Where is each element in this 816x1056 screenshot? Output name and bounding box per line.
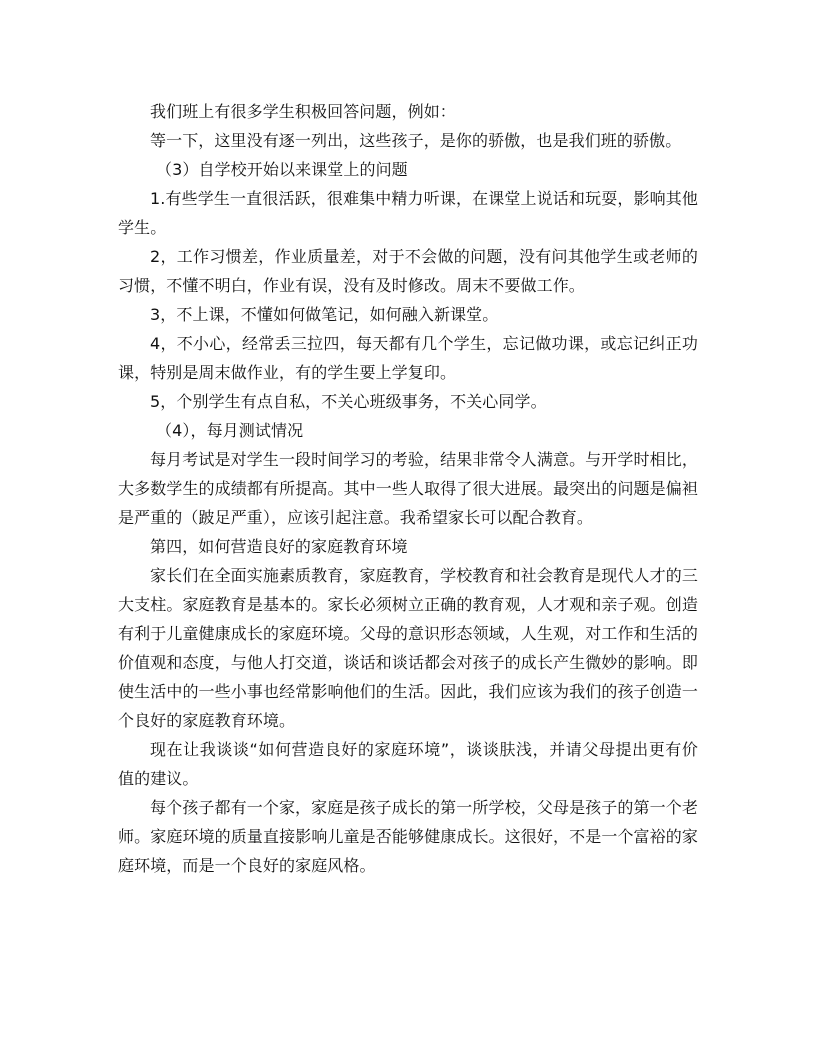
paragraph-family-education: 家长们在全面实施素质教育，家庭教育，学校教育和社会教育是现代人才的三大支柱。家庭教育是基本的。家长必须树立正确的教育观，人才观和亲子观。创造有利于儿童健康成长的家庭环境。父母的意识形态领域，人生观，对工作和生活的价值观和态度，与他人打交道，谈话和谈话都会对孩子的成长产生微妙的影响。即使生活中的一些小事也经常影响他们的生活。因此，我们应该为我们的孩子创造一个良好的家庭教育环境。 [118, 566, 698, 730]
section-heading-family-environment: 第四，如何营造良好的家庭教育环境 [150, 537, 408, 556]
list-item-problem-3: 3，不上课，不懂如何做笔记，如何融入新课堂。 [150, 305, 499, 324]
paragraph-pride: 等一下，这里没有逐一列出，这些孩子，是你的骄傲，也是我们班的骄傲。 [150, 131, 682, 150]
paragraph-talk-intro: 现在让我谈谈“如何营造良好的家庭环境”，谈谈肤浅，并请父母提出更有价值的建议。 [118, 740, 698, 788]
section-heading-classroom-problems: （3）自学校开始以来课堂上的问题 [156, 160, 408, 179]
section-heading-monthly-tests: （4），每月测试情况 [156, 421, 304, 440]
paragraph-family-school: 每个孩子都有一个家，家庭是孩子成长的第一所学校，父母是孩子的第一个老师。家庭环境的质量直接影响儿童是否能够健康成长。这很好，不是一个富裕的家庭环境，而是一个良好的家庭风格。 [118, 798, 698, 875]
list-item-problem-5: 5，个别学生有点自私，不关心班级事务，不关心同学。 [150, 392, 547, 411]
paragraph-monthly-tests: 每月考试是对学生一段时间学习的考验，结果非常令人满意。与开学时相比，大多数学生的成绩都有所提高。其中一些人取得了很大进展。最突出的问题是偏袒是严重的（跛足严重），应该引起注意。我希望家长可以配合教育。 [118, 450, 698, 527]
document-page [118, 97, 698, 880]
list-item-problem-2: 2，工作习惯差，作业质量差，对于不会做的问题，没有问其他学生或老师的习惯，不懂不明白，作业有误，没有及时修改。周末不要做工作。 [118, 247, 698, 295]
list-item-problem-4: 4，不小心，经常丢三拉四，每天都有几个学生，忘记做功课，或忘记纠正功课，特别是周末做作业，有的学生要上学复印。 [118, 334, 698, 382]
paragraph-positive-students: 我们班上有很多学生积极回答问题，例如： [150, 102, 456, 121]
list-item-problem-1: 1.有些学生一直很活跃，很难集中精力听课，在课堂上说话和玩耍，影响其他学生。 [118, 189, 698, 237]
